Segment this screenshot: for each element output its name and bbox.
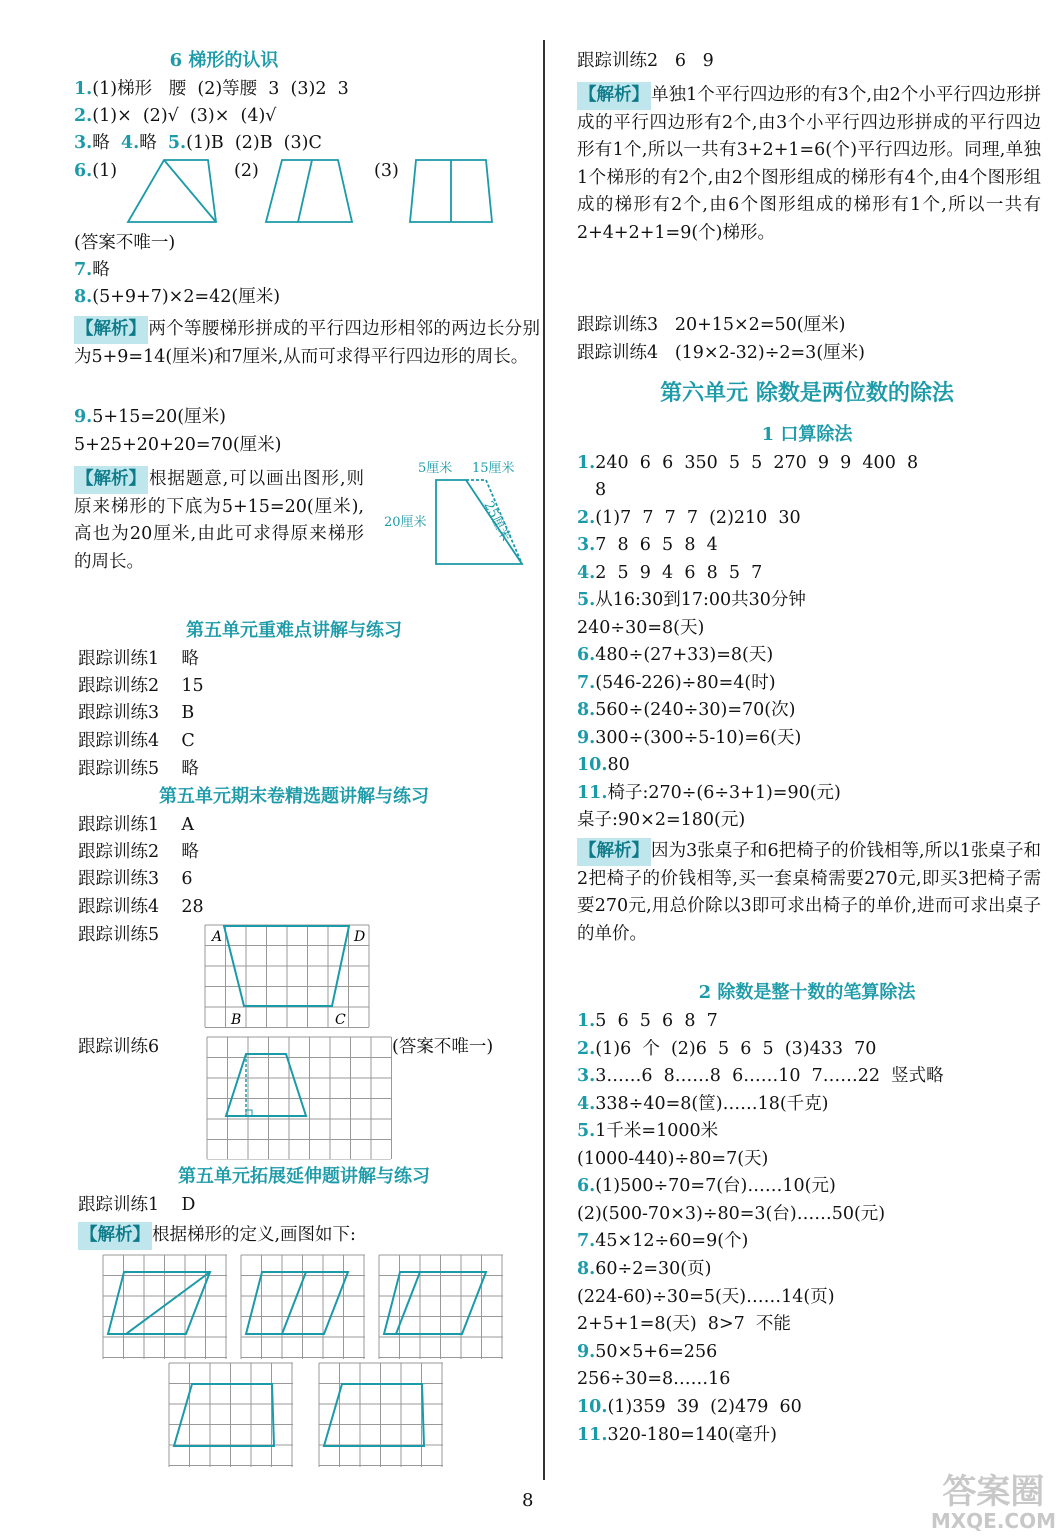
r-answer-11b: 桌子:90×2=180(元) [577, 810, 746, 830]
grid-trapezoid-height [206, 1036, 392, 1160]
r-answer-1: 1.240 6 6 350 5 5 270 9 9 400 8 [577, 453, 919, 473]
q-answer-9: 9.50×5+6=256 [577, 1342, 718, 1362]
watermark-top: 答案圈 [942, 1472, 1045, 1512]
q-answer-2: 2.(1)6 个 (2)6 5 6 5 (3)433 70 [577, 1039, 877, 1059]
t4-answer: 跟踪训练4 (19×2-32)÷2=3(厘米) [577, 343, 865, 363]
unit5-extension-title: 第五单元拓展延伸题讲解与练习 [178, 1166, 430, 1187]
q-answer-6b: (2)(500-70×3)÷80=3(台)……50(元) [577, 1204, 886, 1224]
t6-label: 跟踪训练6 [78, 1037, 160, 1057]
r-answer-6: 6.480÷(27+33)=8(天) [577, 645, 774, 665]
q-answer-7: 7.45×12÷60=9(个) [577, 1231, 749, 1251]
figure-9 [384, 456, 544, 576]
r-answer-9: 9.300÷(300÷5-10)=6(天) [577, 728, 802, 748]
answer-9b: 5+25+20+20=70(厘米) [74, 435, 282, 455]
analysis-t2: 【解析】 单独1个平行四边形的有3个,由2个小平行四边形拼成的平行四边形有2个,由3个小平行四边形拼成的平行四边形有1个,所以一共有3+2+1=6(个)平行四边形。同理,单独1个梯形的有2个,由2个图形组成的梯形有4个,由4个图形组成的梯形有2个,由6个图形组成的梯形有1个,所以一共有2+4+2+1=9(个)梯形。 [577, 82, 1041, 247]
t2-answer: 跟踪训练2 6 9 [577, 51, 714, 71]
u5a-row-1: 跟踪训练1 略 [78, 649, 199, 669]
answer-3-5: 3.略 4.略 5.(1)B (2)B (3)C [74, 133, 322, 153]
trapezoid-1-cut [164, 160, 216, 222]
u5b-row-5: 跟踪训练5 [78, 925, 160, 945]
t3-answer: 跟踪训练3 20+15×2=50(厘米) [577, 315, 846, 335]
u5a-row-5: 跟踪训练5 略 [78, 759, 199, 779]
fig9-label-c: 20厘米 [384, 515, 427, 530]
q-answer-1: 1.5 6 5 6 8 7 [577, 1011, 718, 1031]
q-answer-5b: (1000-440)÷80=7(天) [577, 1149, 769, 1169]
answer-8: 8.(5+9+7)×2=42(厘米) [74, 287, 281, 307]
u5b-row-3: 跟踪训练3 6 [78, 869, 193, 889]
r-answer-2: 2.(1)7 7 7 7 (2)210 30 [577, 508, 801, 528]
r-answer-4: 4.2 5 9 4 6 8 5 7 [577, 563, 763, 583]
q-answer-8: 8.60÷2=30(页) [577, 1259, 712, 1279]
fig9-label-d: 25厘米 [480, 499, 514, 544]
vertex-B: B [231, 1012, 242, 1028]
fig9-label-a: 5厘米 [418, 461, 453, 476]
answer-6-note: (答案不唯一) [74, 233, 176, 253]
extension-grid-3 [378, 1254, 504, 1360]
trapezoid-figures [124, 158, 524, 224]
grid-trapezoid-abcd [204, 924, 370, 1028]
q-answer-8b: (224-60)÷30=5(天)……14(页) [577, 1287, 835, 1307]
analysis-r11: 【解析】 因为3张桌子和6把椅子的价钱相等,所以1张桌子和2把椅子的价钱相等,买一套桌椅需要270元,即买3把椅子需要270元,用总价除以3即可求出椅子的单价,进而可求出桌子的单价。 [577, 838, 1041, 948]
q-answer-4: 4.338÷40=8(筐)……18(千克) [577, 1094, 829, 1114]
unit6-title: 第六单元 除数是两位数的除法 [660, 380, 954, 406]
unit5-final-exam-title: 第五单元期末卷精选题讲解与练习 [159, 786, 429, 807]
r-answer-7: 7.(546-226)÷80=4(时) [577, 673, 776, 693]
unit5-key-points-title: 第五单元重难点讲解与练习 [186, 620, 402, 641]
q-answer-3: 3.3……6 8……8 6……10 7……22 竖式略 [577, 1066, 944, 1086]
q-answer-5: 5.1千米=1000米 [577, 1121, 719, 1141]
extension-grid-4 [168, 1362, 294, 1468]
answer-6-part2: (2) [234, 161, 259, 181]
u5a-row-3: 跟踪训练3 B [78, 703, 195, 723]
answer-1: 1.(1)梯形 腰 (2)等腰 3 (3)2 3 [74, 79, 349, 99]
r-answer-11: 11.椅子:270÷(6÷3+1)=90(元) [577, 783, 841, 803]
answer-7: 7.略 [74, 260, 110, 280]
q-answer-9b: 256÷30=8……16 [577, 1369, 731, 1389]
watermark [931, 1474, 1056, 1532]
r-answer-1b: 8 [595, 480, 607, 500]
u5b-row-1: 跟踪训练1 A [78, 815, 195, 835]
u5c-row-1: 跟踪训练1 D [78, 1195, 196, 1215]
r-answer-5: 5.从16:30到17:00共30分钟 [577, 590, 806, 610]
answer-9: 9.5+15=20(厘米) [74, 407, 226, 427]
u5a-row-2: 跟踪训练2 15 [78, 676, 204, 696]
r-answer-3: 3.7 8 6 5 8 4 [577, 535, 718, 555]
watermark-bottom: MXQE.COM [930, 1509, 1056, 1533]
vertex-D: D [354, 929, 366, 945]
r-answer-8: 8.560÷(240÷30)=70(次) [577, 700, 796, 720]
answer-6-part3: (3) [374, 161, 399, 181]
section-1-title: 1 口算除法 [761, 424, 853, 445]
q-answer-6: 6.(1)500÷70=7(台)……10(元) [577, 1176, 836, 1196]
extension-grid-5 [318, 1362, 444, 1468]
page-number: 8 [522, 1490, 534, 1511]
extension-grid-1 [102, 1254, 228, 1360]
answer-2: 2.(1)× (2)√ (3)× (4)√ [74, 106, 277, 126]
section-2-title: 2 除数是整十数的笔算除法 [698, 982, 916, 1003]
fig9-label-b: 15厘米 [472, 461, 515, 476]
extension-grid-2 [240, 1254, 366, 1360]
section-6-title: 6 梯形的认识 [169, 50, 279, 71]
analysis-8: 【解析】 两个等腰梯形拼成的平行四边形相邻的两边长分别为5+9=14(厘米)和7厘米,从而可求得平行四边形的周长。 [74, 316, 540, 371]
r-answer-10: 10.80 [577, 755, 630, 775]
analysis-u5c: 【解析】 根据梯形的定义,画图如下: [78, 1222, 518, 1250]
answer-6-label: 6.(1) [74, 161, 118, 181]
u5a-row-4: 跟踪训练4 C [78, 731, 195, 751]
q-answer-11: 11.320-180=140(毫升) [577, 1425, 777, 1445]
vertex-C: C [335, 1012, 346, 1028]
analysis-9: 【解析】 根据题意,可以画出图形,则原来梯形的下底为5+15=20(厘米),高也为20厘米,由此可求得原来梯形的周长。 [74, 466, 364, 576]
trapezoid-2-cut [298, 160, 312, 222]
column-divider [543, 40, 545, 1480]
q-answer-8c: 2+5+1=8(天) 8>7 不能 [577, 1314, 791, 1334]
u5b-row-2: 跟踪训练2 略 [78, 842, 199, 862]
t6-note: (答案不唯一) [392, 1037, 494, 1057]
u5b-row-4: 跟踪训练4 28 [78, 897, 204, 917]
vertex-A: A [212, 929, 223, 945]
q-answer-10: 10.(1)359 39 (2)479 60 [577, 1397, 802, 1417]
r-answer-5b: 240÷30=8(天) [577, 618, 705, 638]
